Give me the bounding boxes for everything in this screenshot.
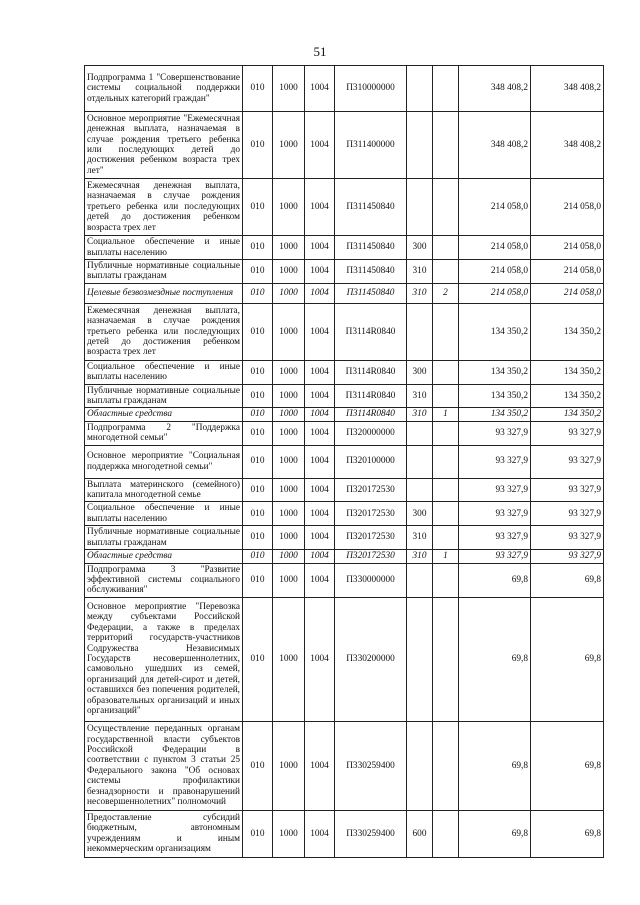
row-vr [407, 66, 433, 112]
row-value-1: 93 327,9 [459, 502, 531, 526]
row-csr: П311450840 [335, 260, 407, 284]
table-row [85, 179, 604, 236]
row-value-2: 93 327,9 [531, 445, 604, 478]
row-gr: 010 [243, 478, 273, 502]
row-name: Областные средства [85, 550, 243, 563]
row-rz: 1000 [273, 421, 305, 445]
row-csr: П3114R0840 [335, 360, 407, 384]
row-vr: 310 [407, 283, 433, 303]
row-rz: 1000 [273, 66, 305, 112]
row-csr: П320172530 [335, 526, 407, 550]
row-pr: 1004 [305, 478, 335, 502]
table-row [85, 478, 604, 502]
row-csr: П311450840 [335, 236, 407, 260]
table-row [85, 502, 604, 526]
row-value-1: 134 350,2 [459, 360, 531, 384]
row-gr: 010 [243, 384, 273, 408]
row-vr: 300 [407, 502, 433, 526]
row-csr: П311450840 [335, 283, 407, 303]
row-value-1: 134 350,2 [459, 408, 531, 421]
table-row [85, 445, 604, 478]
row-csr: П330259400 [335, 810, 407, 857]
row-rz: 1000 [273, 526, 305, 550]
row-pr: 1004 [305, 260, 335, 284]
row-value-1: 214 058,0 [459, 179, 531, 236]
row-csr: П320172530 [335, 502, 407, 526]
row-rz: 1000 [273, 478, 305, 502]
table-row [85, 526, 604, 550]
row-src [433, 597, 459, 721]
row-src [433, 112, 459, 179]
row-rz: 1000 [273, 502, 305, 526]
row-value-2: 214 058,0 [531, 283, 604, 303]
row-name: Осуществление переданных органам государственной власти субъектов Российской Федерации в соответствии с пунктом 3 статьи 25 Федерального закона "Об основах системы профилактики безнадзорности и правонарушений несовершеннолетних" полномочий [85, 721, 243, 810]
row-pr: 1004 [305, 721, 335, 810]
row-src [433, 502, 459, 526]
row-src [433, 445, 459, 478]
row-value-1: 348 408,2 [459, 112, 531, 179]
row-name: Социальное обеспечение и иные выплаты населению [85, 236, 243, 260]
row-csr: П330200000 [335, 597, 407, 721]
row-csr: П330259400 [335, 721, 407, 810]
row-vr [407, 421, 433, 445]
row-name: Ежемесячная денежная выплата, назначаемая в случае рождения третьего ребенка или последующих детей до достижения ребенком возраста трех лет [85, 303, 243, 360]
row-value-2: 348 408,2 [531, 66, 604, 112]
row-rz: 1000 [273, 597, 305, 721]
row-pr: 1004 [305, 563, 335, 597]
row-gr: 010 [243, 66, 273, 112]
row-csr: П3114R0840 [335, 408, 407, 421]
row-rz: 1000 [273, 384, 305, 408]
row-csr: П310000000 [335, 66, 407, 112]
row-vr [407, 721, 433, 810]
row-pr: 1004 [305, 810, 335, 857]
row-name: Основное мероприятие "Перевозка между субъектами Российской Федерации, а также в пределах территорий государств-участников Содружества Независимых Государств несовершеннолетних, самовольно ушедших из семей, организаций для детей-сирот и детей, оставшихся без попечения родителей, образовательных организаций и иных организаций" [85, 597, 243, 721]
row-pr: 1004 [305, 502, 335, 526]
row-rz: 1000 [273, 360, 305, 384]
row-value-1: 93 327,9 [459, 550, 531, 563]
row-value-2: 93 327,9 [531, 502, 604, 526]
row-gr: 010 [243, 360, 273, 384]
table-row [85, 384, 604, 408]
row-gr: 010 [243, 260, 273, 284]
row-csr: П3114R0840 [335, 303, 407, 360]
row-gr: 010 [243, 408, 273, 421]
table-row [85, 112, 604, 179]
row-pr: 1004 [305, 360, 335, 384]
row-value-2: 69,8 [531, 563, 604, 597]
row-value-2: 134 350,2 [531, 384, 604, 408]
row-gr: 010 [243, 810, 273, 857]
row-gr: 010 [243, 236, 273, 260]
row-gr: 010 [243, 502, 273, 526]
row-pr: 1004 [305, 66, 335, 112]
table-row [85, 550, 604, 563]
row-rz: 1000 [273, 408, 305, 421]
row-value-1: 93 327,9 [459, 478, 531, 502]
row-value-2: 93 327,9 [531, 550, 604, 563]
row-name: Публичные нормативные социальные выплаты гражданам [85, 260, 243, 284]
table-row [85, 360, 604, 384]
table-row [85, 236, 604, 260]
row-vr: 300 [407, 360, 433, 384]
row-vr [407, 563, 433, 597]
row-src [433, 360, 459, 384]
table-row [85, 810, 604, 857]
row-value-2: 69,8 [531, 597, 604, 721]
row-pr: 1004 [305, 236, 335, 260]
row-value-2: 93 327,9 [531, 526, 604, 550]
page-number: 51 [313, 44, 327, 59]
row-value-1: 348 408,2 [459, 66, 531, 112]
row-rz: 1000 [273, 112, 305, 179]
row-pr: 1004 [305, 303, 335, 360]
row-rz: 1000 [273, 179, 305, 236]
row-name: Основное мероприятие "Ежемесячная денежная выплата, назначаемая в случае рождения третьего ребенка или последующих детей до достижения ребенком возраста трех лет" [85, 112, 243, 179]
row-pr: 1004 [305, 550, 335, 563]
row-gr: 010 [243, 445, 273, 478]
row-value-1: 134 350,2 [459, 303, 531, 360]
row-src [433, 478, 459, 502]
row-name: Подпрограмма 2 "Поддержка многодетной семьи" [85, 421, 243, 445]
row-value-1: 93 327,9 [459, 421, 531, 445]
row-value-2: 134 350,2 [531, 303, 604, 360]
row-src [433, 260, 459, 284]
row-rz: 1000 [273, 721, 305, 810]
row-value-2: 69,8 [531, 721, 604, 810]
row-rz: 1000 [273, 563, 305, 597]
table-row [85, 260, 604, 284]
row-vr [407, 445, 433, 478]
table-row [85, 303, 604, 360]
row-value-1: 214 058,0 [459, 236, 531, 260]
row-pr: 1004 [305, 597, 335, 721]
row-gr: 010 [243, 283, 273, 303]
row-src [433, 721, 459, 810]
row-name: Социальное обеспечение и иные выплаты населению [85, 502, 243, 526]
row-vr: 310 [407, 260, 433, 284]
row-gr: 010 [243, 112, 273, 179]
row-value-2: 93 327,9 [531, 478, 604, 502]
row-value-1: 134 350,2 [459, 384, 531, 408]
row-name: Областные средства [85, 408, 243, 421]
budget-table-body [85, 66, 604, 858]
row-value-2: 214 058,0 [531, 236, 604, 260]
row-rz: 1000 [273, 550, 305, 563]
row-name: Публичные нормативные социальные выплаты гражданам [85, 526, 243, 550]
row-vr: 310 [407, 384, 433, 408]
row-src [433, 810, 459, 857]
row-name: Основное мероприятие "Социальная поддержка многодетной семьи" [85, 445, 243, 478]
row-gr: 010 [243, 597, 273, 721]
row-csr: П320172530 [335, 478, 407, 502]
row-src [433, 384, 459, 408]
row-vr: 310 [407, 408, 433, 421]
row-value-1: 69,8 [459, 810, 531, 857]
row-value-2: 134 350,2 [531, 408, 604, 421]
row-name: Ежемесячная денежная выплата, назначаемая в случае рождения третьего ребенка или последующих детей до достижения ребенком возраста трех лет [85, 179, 243, 236]
row-vr [407, 478, 433, 502]
row-vr: 310 [407, 550, 433, 563]
row-src [433, 421, 459, 445]
row-vr [407, 303, 433, 360]
row-value-2: 348 408,2 [531, 112, 604, 179]
row-pr: 1004 [305, 421, 335, 445]
row-pr: 1004 [305, 283, 335, 303]
row-vr: 600 [407, 810, 433, 857]
row-name: Предоставление субсидий бюджетным, автономным учреждениям и иным некоммерческим организациям [85, 810, 243, 857]
row-pr: 1004 [305, 112, 335, 179]
row-src [433, 236, 459, 260]
row-pr: 1004 [305, 408, 335, 421]
table-row [85, 66, 604, 112]
table-row [85, 408, 604, 421]
row-gr: 010 [243, 303, 273, 360]
row-src [433, 526, 459, 550]
row-csr: П320172530 [335, 550, 407, 563]
row-name: Подпрограмма 1 "Совершенствование системы социальной поддержки отдельных категорий граждан" [85, 66, 243, 112]
row-vr: 310 [407, 526, 433, 550]
row-csr: П311400000 [335, 112, 407, 179]
row-vr [407, 597, 433, 721]
row-vr: 300 [407, 236, 433, 260]
row-csr: П320100000 [335, 445, 407, 478]
row-value-1: 69,8 [459, 597, 531, 721]
row-src: 2 [433, 283, 459, 303]
table-row [85, 563, 604, 597]
row-value-1: 214 058,0 [459, 260, 531, 284]
row-rz: 1000 [273, 236, 305, 260]
row-name: Выплата материнского (семейного) капитала многодетной семье [85, 478, 243, 502]
row-value-2: 134 350,2 [531, 360, 604, 384]
table-row [85, 597, 604, 721]
row-value-1: 93 327,9 [459, 526, 531, 550]
row-value-1: 93 327,9 [459, 445, 531, 478]
row-src [433, 563, 459, 597]
row-value-2: 214 058,0 [531, 179, 604, 236]
table-row [85, 721, 604, 810]
row-csr: П3114R0840 [335, 384, 407, 408]
row-csr: П320000000 [335, 421, 407, 445]
row-gr: 010 [243, 526, 273, 550]
row-value-2: 69,8 [531, 810, 604, 857]
row-rz: 1000 [273, 810, 305, 857]
row-src [433, 66, 459, 112]
row-value-2: 93 327,9 [531, 421, 604, 445]
row-src: 1 [433, 408, 459, 421]
row-value-1: 214 058,0 [459, 283, 531, 303]
row-rz: 1000 [273, 260, 305, 284]
row-rz: 1000 [273, 445, 305, 478]
row-src [433, 179, 459, 236]
row-name: Публичные нормативные социальные выплаты гражданам [85, 384, 243, 408]
row-csr: П311450840 [335, 179, 407, 236]
row-vr [407, 179, 433, 236]
row-gr: 010 [243, 421, 273, 445]
row-src: 1 [433, 550, 459, 563]
row-value-1: 69,8 [459, 721, 531, 810]
row-value-1: 69,8 [459, 563, 531, 597]
row-name: Социальное обеспечение и иные выплаты населению [85, 360, 243, 384]
row-gr: 010 [243, 179, 273, 236]
row-rz: 1000 [273, 303, 305, 360]
row-gr: 010 [243, 563, 273, 597]
row-csr: П330000000 [335, 563, 407, 597]
row-rz: 1000 [273, 283, 305, 303]
row-src [433, 303, 459, 360]
row-name: Подпрограмма 3 "Развитие эффективной системы социального обслуживания" [85, 563, 243, 597]
row-pr: 1004 [305, 526, 335, 550]
budget-table [84, 65, 604, 858]
row-gr: 010 [243, 721, 273, 810]
table-row [85, 421, 604, 445]
row-pr: 1004 [305, 384, 335, 408]
row-value-2: 214 058,0 [531, 260, 604, 284]
row-name: Целевые безвозмездные поступления [85, 283, 243, 303]
row-gr: 010 [243, 550, 273, 563]
row-pr: 1004 [305, 445, 335, 478]
row-pr: 1004 [305, 179, 335, 236]
table-row [85, 283, 604, 303]
row-vr [407, 112, 433, 179]
